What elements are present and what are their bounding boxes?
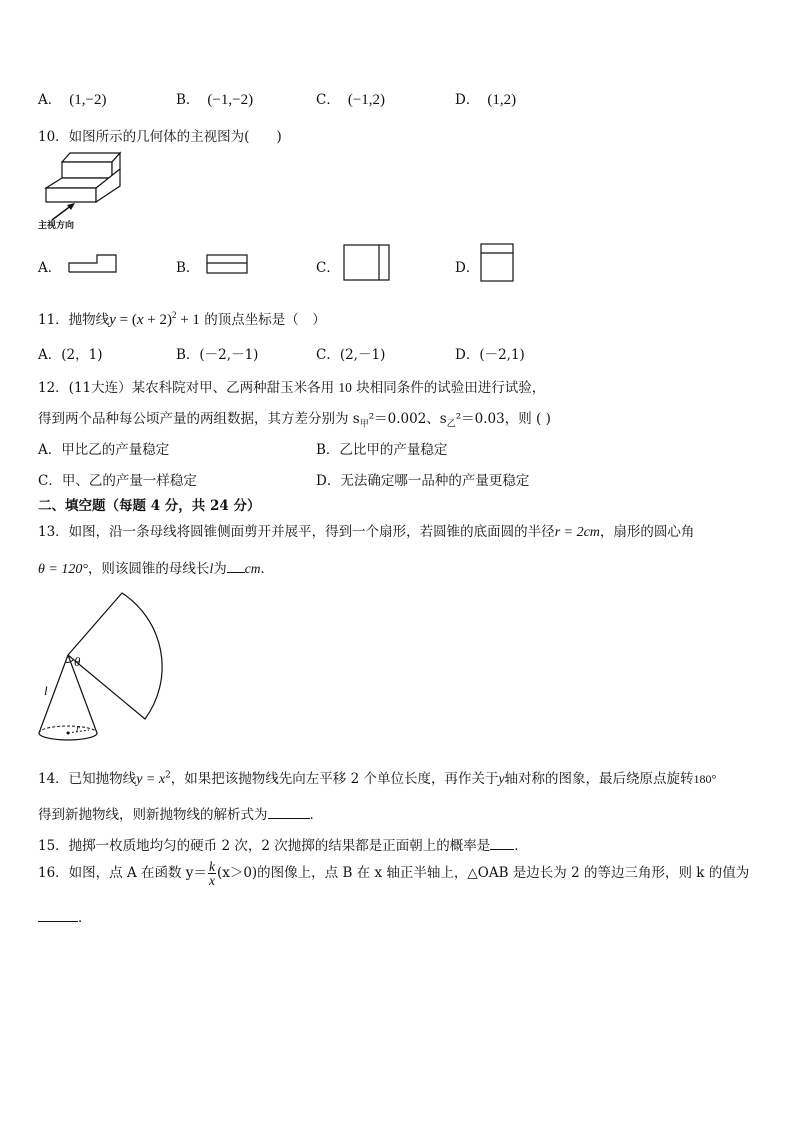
q10-option-a-letter: A．	[38, 260, 62, 276]
q10-option-d-figure	[480, 243, 515, 283]
q11-option-a: A．(2，1)	[38, 347, 103, 363]
q10-option-b-figure	[206, 254, 248, 274]
q11-option-d: D．(－2,1)	[455, 347, 525, 363]
q14-line2: 得到新抛物线，则新抛物线的解析式为 ．	[38, 807, 323, 823]
figure-l-label: l	[44, 683, 48, 698]
q10-option-c-figure	[343, 244, 391, 282]
q9-option-c: C． (−1,2)	[316, 92, 386, 108]
q15-line: 15．抛掷一枚质地均匀的硬币 2 次，2 次抛掷的结果都是正面朝上的概率是 ．	[38, 838, 528, 854]
q11-option-c: C．(2,－1)	[316, 347, 386, 363]
q12-line1: 12．(11大连）某农科院对甲、乙两种甜玉米各用 10 块相同条件的试验田进行试验，	[38, 380, 546, 396]
q16-answer-blank[interactable]	[38, 909, 78, 922]
q9-option-a: A． (1,−2)	[38, 92, 107, 108]
q13-cone-sector-figure	[34, 588, 164, 748]
q15-answer-blank[interactable]	[490, 837, 514, 850]
q13-answer-blank[interactable]	[227, 560, 245, 573]
q11-option-b: B．(－2,－1)	[176, 347, 259, 363]
q16-line2: ．	[38, 906, 92, 926]
figure-theta-label: θ	[74, 654, 81, 669]
q13-line1: 13．如图，沿一条母线将圆锥侧面剪开并展平，得到一个扇形，若圆锥的底面圆的半径r = 2cm，扇形的圆心角	[38, 524, 695, 540]
q9-option-d: D． (1,2)	[455, 92, 517, 108]
q14-answer-blank[interactable]	[268, 806, 310, 819]
q16-line1: 16．如图，点 A 在函数 y＝ $\frac{k}{x}$ (x＞0)的图像上，点 B 在 x 轴正半轴上，△OAB 是边长为 2 的等边三角形，则 k 的值为	[38, 859, 750, 888]
q9-option-b: B． (−1,−2)	[176, 92, 254, 108]
q12-option-c: C．甲、乙的产量一样稳定	[38, 473, 197, 489]
q14-line1: 14．已知抛物线$y = x^2$，如果把该抛物线先向左平移 2 个单位长度，再作关于y轴对称的图象，最后绕原点旋转180°	[38, 770, 717, 787]
q10-option-d-letter: D．	[455, 260, 480, 276]
q12-option-a: A．甲比乙的产量稳定	[38, 442, 170, 458]
q10-option-c-letter: C．	[316, 260, 340, 276]
q11-stem: 11．抛物线$y = (x + 2)^2 + 1$ 的顶点坐标是（ ）	[38, 310, 326, 328]
view-direction-label: 主视方向	[38, 221, 75, 231]
section-title: 二、填空题（每题 4 分，共 24 分）	[38, 498, 261, 514]
q12-line2: 得到两个品种每公顷产量的两组数据，其方差分别为 $s_甲^2=0.002$、$s_乙^2=0.03$，则 ( )	[38, 411, 551, 430]
figure-r-label: r	[76, 724, 80, 735]
q10-stem: 10．如图所示的几何体的主视图为( )	[38, 129, 282, 145]
q10-option-b-letter: B．	[176, 260, 200, 276]
q13-line2: θ = 120°，则该圆锥的母线长l为 cm．	[38, 561, 274, 577]
q12-option-b: B．乙比甲的产量稳定	[316, 442, 448, 458]
q12-option-d: D．无法确定哪一品种的产量更稳定	[316, 473, 530, 489]
q10-option-a-figure	[68, 254, 118, 274]
